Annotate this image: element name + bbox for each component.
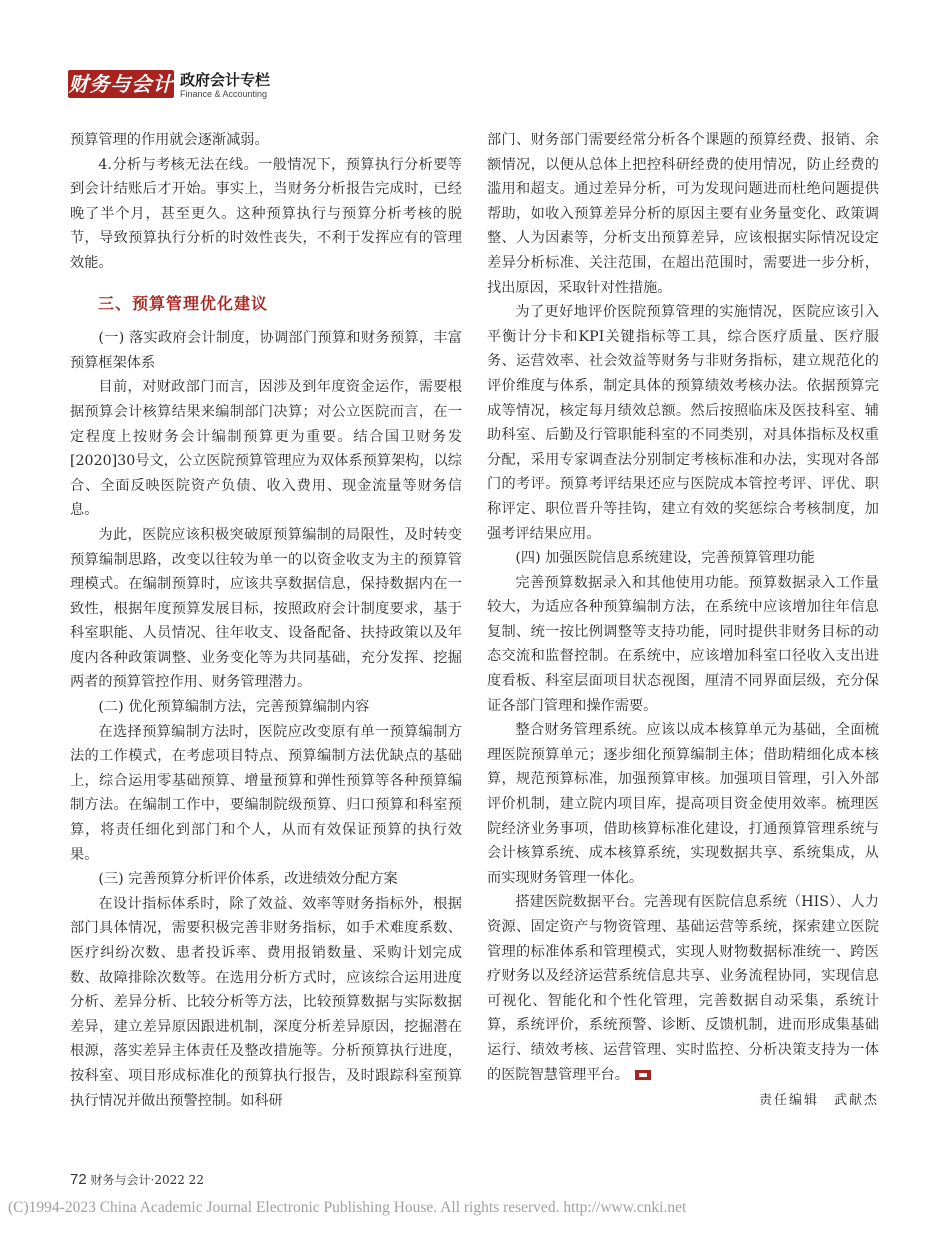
paragraph: 为此，医院应该积极突破原预算编制的局限性，及时转变预算编制思路，改变以往较为单一的以资金收支为主的预算管理模式。在编制预算时，应该共享数据信息，保持数据内在一致性，根据年度预算发展目标，按照政府会计制度要求，基于科室职能、人员情况、往年收支、设备配备、扶持政策以及年度内各种政策调整、业务变化等为共同基础，充分发挥、挖掘两者的预算管控作用、财务管理潜力。 bbox=[70, 526, 462, 691]
left-column bbox=[70, 128, 462, 1113]
copyright-watermark: (C)1994-2023 China Academic Journal Electronic Publishing House. All rights reserved. http://www.cnki.net bbox=[8, 1199, 687, 1216]
final-paragraph-text: 搭建医院数据平台。完善现有医院信息系统（HIS）、人力资源、固定资产与物资管理、基础运营等系统，探索建立医院管理的标准体系和管理模式，实现人财物数据标准统一、跨医疗财务以及经济运营系统信息共享、业务流程协同，实现信息可视化、智能化和个性化管理，完善数据自动采集，系统计算，系统评价，系统预警、诊断、反馈机制，进而形成集基础运行、绩效考核、运营管理、实时监控、分析决策支持为一体的医院智慧管理平台。 bbox=[487, 894, 879, 1083]
paragraph: 预算管理的作用就会逐渐减弱。 bbox=[70, 132, 269, 148]
paragraph-final bbox=[487, 890, 879, 1087]
article-end-icon bbox=[635, 1070, 651, 1080]
section-heading: 三、预算管理优化建议 bbox=[98, 293, 269, 313]
paragraph: 完善预算数据录入和其他使用功能。预算数据录入工作量较大，为适应各种预算编制方法，在系统中应该增加往年信息复制、统一按比例调整等支持功能，同时提供非财务目标的动态交流和监督控制。在系统中，应该增加科室口径收入支出进度看板、科室层面项目状态视图，厘清不同界面层级，充分保证各部门管理和操作需要。 bbox=[487, 574, 879, 714]
page-number: 72 bbox=[70, 1171, 87, 1188]
journal-issue: 财务与会计·2022 22 bbox=[90, 1173, 204, 1187]
responsible-editor: 责任编辑 武献杰 bbox=[758, 1093, 879, 1109]
column-subtitle: Finance & Accounting bbox=[180, 89, 268, 99]
subsection-heading: (四) 加强医院信息系统建设，完善预算管理功能 bbox=[515, 550, 815, 567]
paragraph: 为了更好地评价医院预算管理的实施情况，医院应该引入平衡计分卡和KPI关键指标等工具，综合医疗质量、医疗服务、运营效率、社会效益等财务与非财务指标，建立规范化的评价维度与体系，制定具体的预算绩效考核办法。依据预算完成等情况，核定每月绩效总额。然后按照临床及医技科室、辅助科室、后勤及行管职能科室的不同类别，对具体指标及权重分配，采用专家调查法分别制定考核标准和办法，实现对各部门的考评。预算考评结果还应与医院成本管控考评、评优、职称评定、职位晋升等挂钩，建立有效的奖惩综合考核制度，加强考评结果应用。 bbox=[487, 304, 879, 542]
subsection-heading: (三) 完善预算分析评价体系，改进绩效分配方案 bbox=[98, 871, 398, 888]
column-title: 政府会计专栏 bbox=[180, 71, 271, 89]
paragraph: 在设计指标体系时，除了效益、效率等财务指标外，根据部门具体情况，需要积极完善非财务指标，如手术难度系数、医疗纠纷次数、患者投诉率、费用报销数量、采购计划完成数、故障排除次数等。在选用分析方式时，应该综合运用进度分析、差异分析、比较分析等方法，比较预算数据与实际数据差异，建立差异原因跟进机制，深度分析差异原因，挖掘潜在根源，落实差异主体责任及整改措施等。分析预算执行进度，按科室、项目形成标准化的预算执行报告，及时跟踪科室预算执行情况并做出预警控制。如科研 bbox=[70, 895, 462, 1109]
right-column bbox=[487, 128, 879, 1114]
paragraph: 4.分析与考核无法在线。一般情况下，预算执行分析要等到会计结账后才开始。事实上，当财务分析报告完成时，已经晚了半个月，甚至更久。这种预算执行与预算分析考核的脱节，导致预算执行分析的时效性丧失，不利于发挥应有的管理效能。 bbox=[70, 156, 462, 271]
subsection-heading: (一) 落实政府会计制度，协调部门预算和财务预算，丰富预算框架体系 bbox=[70, 330, 462, 371]
subsection-heading: (二) 优化预算编制方法，完善预算编制内容 bbox=[98, 699, 370, 716]
paragraph: 在选择预算编制方法时，医院应改变原有单一预算编制方法的工作模式，在考虑项目特点、预算编制方法优缺点的基础上，综合运用零基础预算、增量预算和弹性预算等各种预算编制方法。在编制工作中，要编制院级预算、归口预算和科室预算，将责任细化到部门和个人，从而有效保证预算的执行效果。 bbox=[70, 723, 462, 863]
paragraph: 部门、财务部门需要经常分析各个课题的预算经费、报销、余额情况，以便从总体上把控科研经费的使用情况，防止经费的滥用和超支。通过差异分析，可为发现问题进而杜绝问题提供帮助，如收入预算差异分析的原因主要有业务量变化、政策调整、人为因素等，分析支出预算差异，应该根据实际情况设定差异分析标准、关注范围，在超出范围时，需要进一步分析，找出原因，采取针对性措施。 bbox=[487, 132, 879, 296]
paragraph: 目前，对财政部门而言，因涉及到年度资金运作，需要根据预算会计核算结果来编制部门决算；对公立医院而言，在一定程度上按财务会计编制预算更为重要。结合国卫财务发[2020]30号文，公立医院预算管理应为双体系预算架构，以综合、全面反映医院资产负债、收入费用、现金流量等财务信息。 bbox=[70, 379, 462, 519]
page-footer bbox=[70, 1171, 204, 1188]
paragraph: 整合财务管理系统。应该以成本核算单元为基础，全面梳理医院预算单元；逐步细化预算编制主体；借助精细化成本核算，规范预算标准，加强预算审核。加强项目管理，引入外部评价机制，建立院内项目库，提高项目资金使用效率。梳理医院经济业务事项，借助核算标准化建设，打通预算管理系统与会计核算系统、成本核算系统，实现数据共享、系统集成，从而实现财务管理一体化。 bbox=[487, 722, 879, 886]
journal-logo: 财务与会计 bbox=[68, 72, 174, 96]
